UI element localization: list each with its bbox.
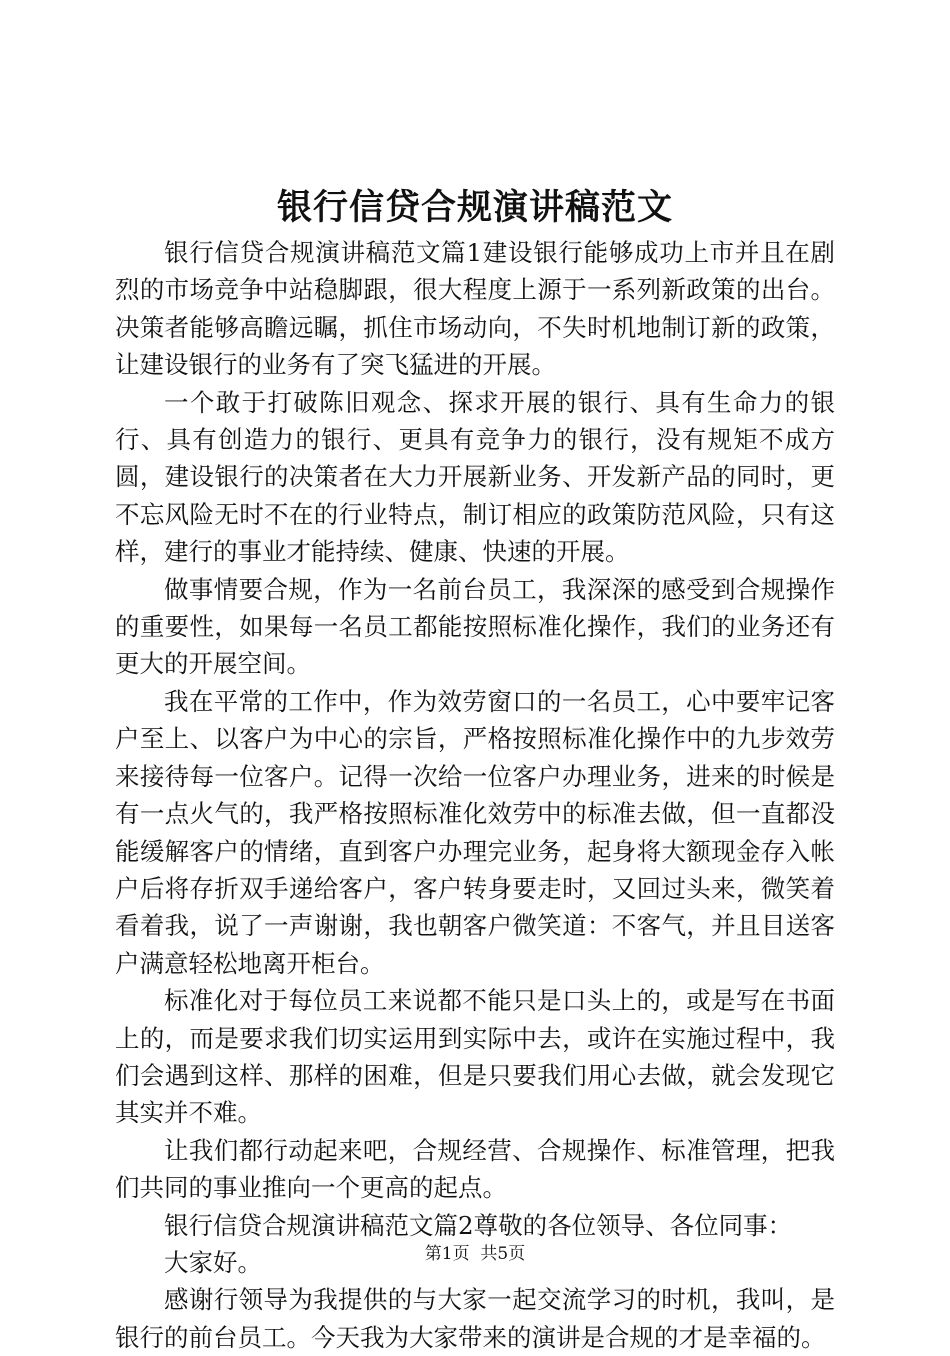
paragraph: 做事情要合规，作为一名前台员工，我深深的感受到合规操作的重要性，如果每一名员工都能按照标准化操作，我们的业务还有更大的开展空间。 <box>115 574 835 679</box>
paragraph: 我在平常的工作中，作为效劳窗口的一名员工，心中要牢记客户至上、以客户为中心的宗旨，严格按照标准化操作中的九步效劳来接待每一位客户。记得一次给一位客户办理业务，进来的时候是有一点火气的，我严格按照标准化效劳中的标准去做，但一直都没能缓解客户的情绪，直到客户办理完业务，起身将大额现金存入帐户后将存折双手递给客户，客户转身要走时，又回过头来，微笑着看着我，说了一声谢谢，我也朝客户微笑道：不客气，并且目送客户满意轻松地离开柜台。 <box>115 686 835 978</box>
document-title: 银行信贷合规演讲稿范文 <box>276 187 673 228</box>
paragraph: 银行信贷合规演讲稿范文篇1建设银行能够成功上市并且在剧烈的市场竞争中站稳脚跟，很大程度上源于一系列新政策的出台。决策者能够高瞻远瞩，抓住市场动向，不失时机地制订新的政策，让建设银行的业务有了突飞猛进的开展。 <box>115 238 835 380</box>
page-footer <box>0 1240 950 1268</box>
paragraph: 标准化对于每位员工来说都不能只是口头上的，或是写在书面上的，而是要求我们切实运用到实际中去，或许在实施过程中，我们会遇到这样、那样的困难，但是只要我们用心去做，就会发现它其实并不难。 <box>115 986 835 1128</box>
paragraph: 大家好。 <box>164 1247 262 1277</box>
page-number-current: 第1页 <box>424 1244 470 1264</box>
paragraph: 感谢行领导为我提供的与大家一起交流学习的时机，我叫，是银行的前台员工。今天我为大家带来的演讲是合规的才是幸福的。 <box>115 1285 835 1352</box>
page-number-total: 共5页 <box>480 1244 526 1264</box>
paragraph: 让我们都行动起来吧，合规经营、合规操作、标准管理，把我们共同的事业推向一个更高的起点。 <box>115 1135 835 1203</box>
paragraph: 银行信贷合规演讲稿范文篇2尊敬的各位领导、各位同事： <box>164 1210 793 1240</box>
document-body <box>115 234 835 1356</box>
paragraph: 一个敢于打破陈旧观念、探求开展的银行、具有生命力的银行、具有创造力的银行、更具有竞争力的银行，没有规矩不成方圆，建设银行的决策者在大力开展新业务、开发新产品的同时，更不忘风险无时不在的行业特点，制订相应的政策防范风险，只有这样，建行的事业才能持续、健康、快速的开展。 <box>115 387 835 567</box>
